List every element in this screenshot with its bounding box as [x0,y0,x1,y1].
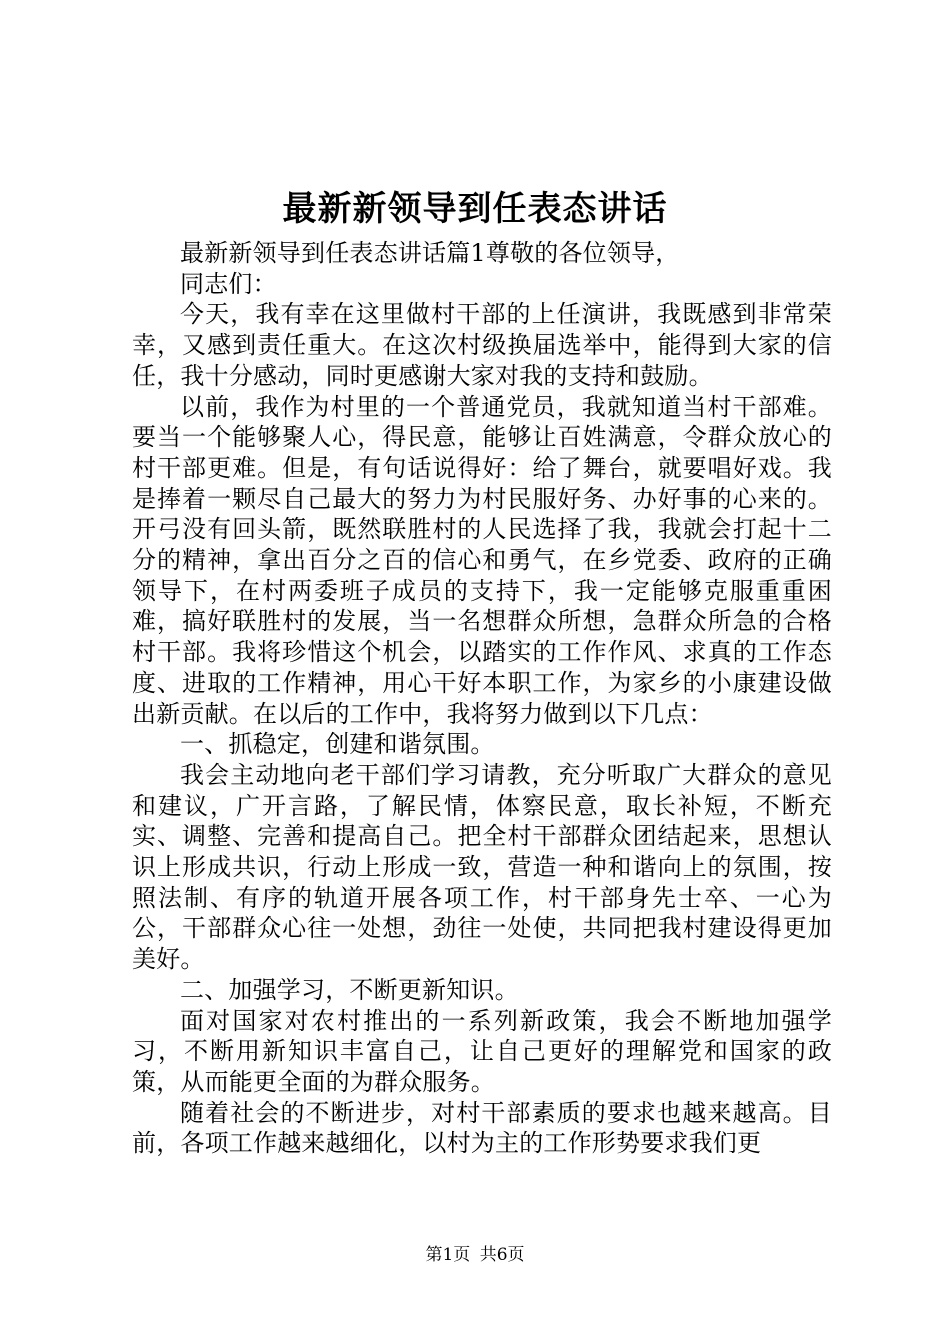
paragraph: 面对国家对农村推出的一系列新政策，我会不断地加强学习，不断用新知识丰富自己，让自己更好的理解党和国家的政策，从而能更全面的为群众服务。 [132,1006,832,1096]
paragraph: 随着社会的不断进步，对村干部素质的要求也越来越高。目前，各项工作越来越细化，以村为主的工作形势要求我们更 [132,1098,832,1158]
page-number: 第1页 [425,1245,471,1265]
paragraph: 最新新领导到任表态讲话篇1尊敬的各位领导， [180,239,680,267]
page-footer [0,1244,950,1266]
paragraph: 今天，我有幸在这里做村干部的上任演讲，我既感到非常荣幸，又感到责任重大。在这次村级换届选举中，能得到大家的信任，我十分感动，同时更感谢大家对我的支持和鼓励。 [132,300,832,390]
section-heading: 二、加强学习，不断更新知识。 [180,975,519,1004]
paragraph: 以前，我作为村里的一个普通党员，我就知道当村干部难。要当一个能够聚人心，得民意，能够让百姓满意，令群众放心的村干部更难。但是，有句话说得好：给了舞台，就要唱好戏。我是捧着一颗尽自己最大的努力为村民服好务、办好事的心来的。开弓没有回头箭，既然联胜村的人民选择了我，我就会打起十二分的精神，拿出百分之百的信心和勇气，在乡党委、政府的正确领导下，在村两委班子成员的支持下，我一定能够克服重重困难，搞好联胜村的发展，当一名想群众所想，急群众所急的合格村干部。我将珍惜这个机会，以踏实的工作作风、求真的工作态度、进取的工作精神，用心干好本职工作，为家乡的小康建设做出新贡献。在以后的工作中，我将努力做到以下几点： [132,392,832,728]
page-total: 共6页 [479,1245,525,1265]
paragraph: 我会主动地向老干部们学习请教，充分听取广大群众的意见和建议，广开言路，了解民情，体察民意，取长补短，不断充实、调整、完善和提高自己。把全村干部群众团结起来，思想认识上形成共识，行动上形成一致，营造一种和谐向上的氛围，按照法制、有序的轨道开展各项工作，村干部身先士卒、一心为公，干部群众心往一处想，劲往一处使，共同把我村建设得更加美好。 [132,760,832,974]
paragraph: 同志们： [180,269,277,298]
document-title: 最新新领导到任表态讲话 [282,189,668,229]
section-heading: 一、抓稳定，创建和谐氛围。 [180,730,495,759]
document-body [132,238,832,1159]
